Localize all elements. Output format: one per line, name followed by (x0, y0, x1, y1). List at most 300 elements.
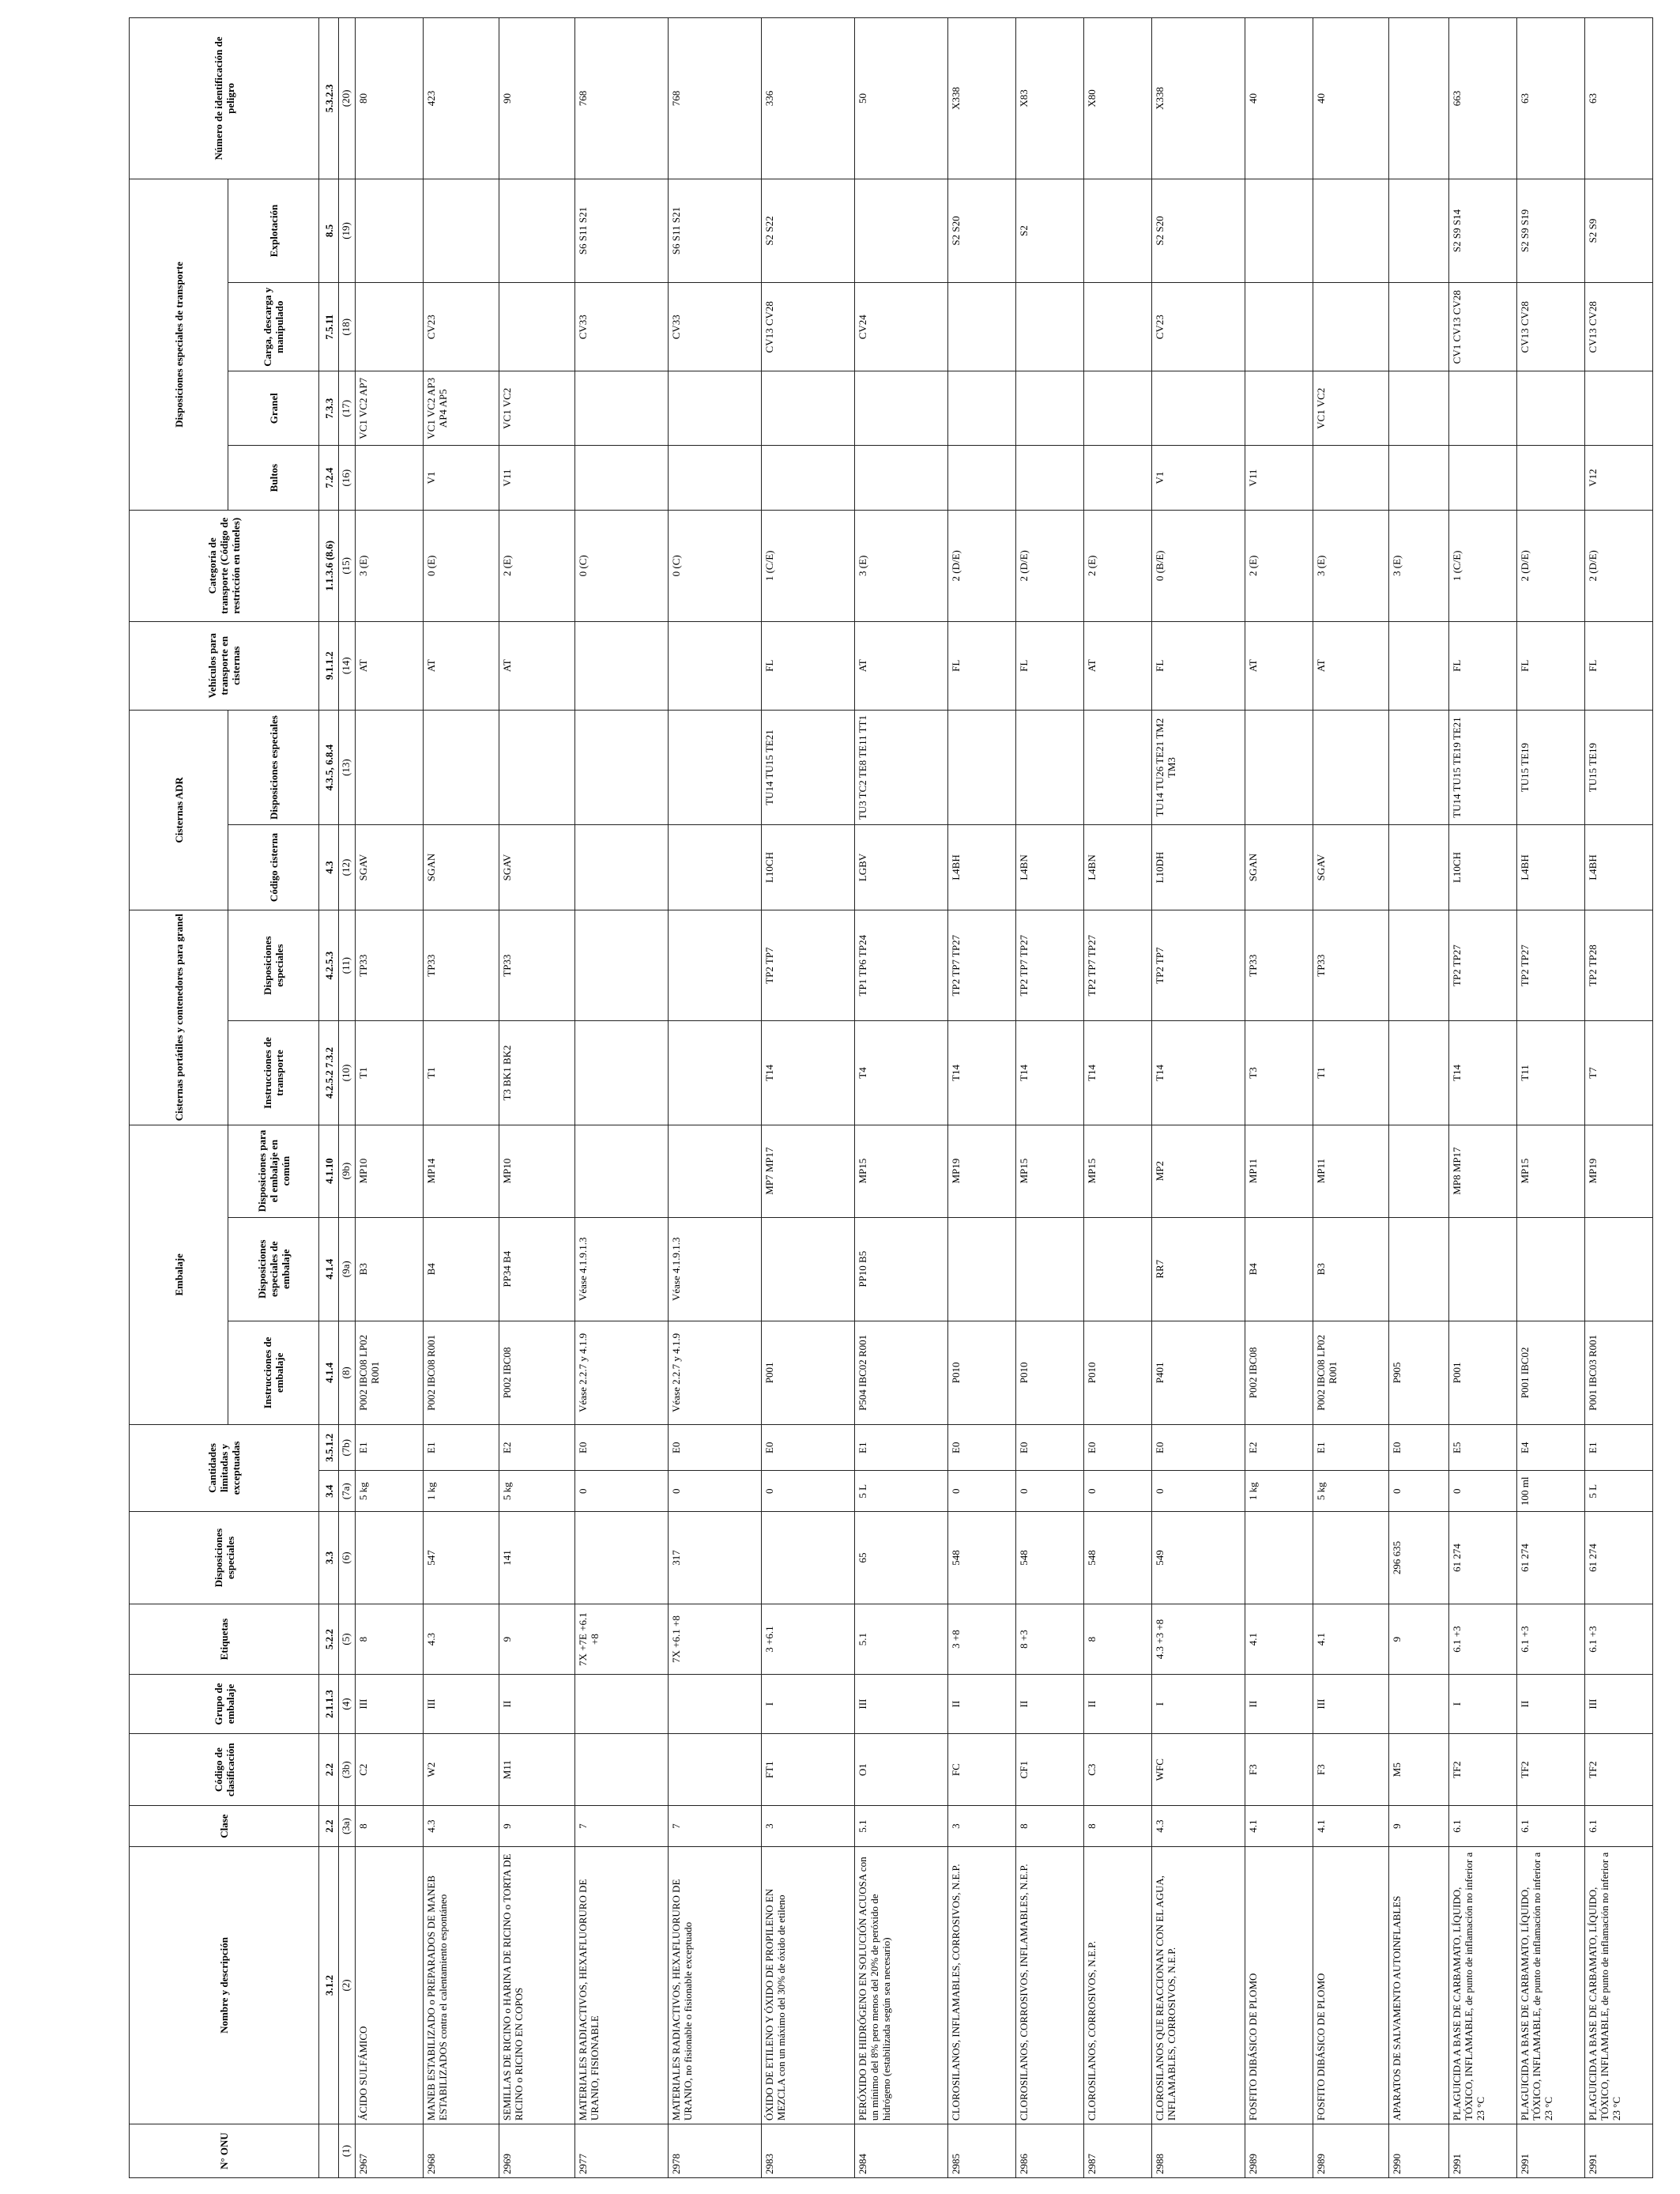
un-number: 2968 (424, 2124, 499, 2178)
bulk-provision (1449, 371, 1517, 446)
tank-code (669, 825, 762, 910)
packing-instructions: P905 (1389, 1321, 1449, 1424)
packing-instructions: P010 (1016, 1321, 1084, 1424)
classification-code (575, 1733, 669, 1805)
labels: 8 (356, 1604, 424, 1675)
bulk-provision: VC1 VC2 (1313, 371, 1389, 446)
limited-quantity: 1 kg (1245, 1471, 1313, 1512)
labels: 8 (1084, 1604, 1152, 1675)
name-description: SEMILLAS DE RICINO o HARINA DE RICINO o TORTA DE RICINO o RICINO EN COPOS (499, 1846, 575, 2124)
portable-tank-instructions: T14 (762, 1021, 855, 1125)
bulk-provision (948, 371, 1016, 446)
ref-cell: 3.4 (319, 1471, 339, 1512)
portable-tank-instructions: T14 (1016, 1021, 1084, 1125)
col-num: (4) (339, 1675, 356, 1734)
hazard-id-number: 423 (424, 18, 499, 179)
table-row (948, 18, 1016, 2178)
limited-quantity: 5 kg (1313, 1471, 1389, 1512)
packages-provision (1084, 446, 1152, 511)
col-num: (3a) (339, 1806, 356, 1847)
excepted-quantity: E2 (499, 1424, 575, 1471)
tank-special-provisions (1313, 710, 1389, 824)
ref-cell: 1.1.3.6 (8.6) (319, 511, 339, 622)
labels: 3 +8 (948, 1604, 1016, 1675)
special-packing-provisions (1016, 1217, 1084, 1321)
ref-cell: 3.3 (319, 1511, 339, 1604)
class: 3 (762, 1806, 855, 1847)
special-provisions: 296 635 (1389, 1511, 1449, 1604)
tank-special-provisions: TU14 TU15 TE19 TE21 (1449, 710, 1517, 824)
packing-group: I (762, 1675, 855, 1734)
portable-tank-special: TP2 TP28 (1585, 910, 1653, 1021)
tank-special-provisions (1016, 710, 1084, 824)
portable-tank-instructions (669, 1021, 762, 1125)
mixed-packing-provisions (669, 1125, 762, 1217)
operation-provision (499, 179, 575, 282)
portable-tank-special: TP2 TP7 TP27 (948, 910, 1016, 1021)
hazard-id-number: 80 (356, 18, 424, 179)
mixed-packing-provisions (1389, 1125, 1449, 1217)
packing-instructions: P010 (1084, 1321, 1152, 1424)
name-description: PLAGUICIDA A BASE DE CARBAMATO, LÍQUIDO, TÓXICO, INFLAMABLE, de punto de inflamación no inferior a 23 °C (1449, 1846, 1517, 2124)
mixed-packing-provisions: MP11 (1313, 1125, 1389, 1217)
packing-instructions: P002 IBC08 LP02 R001 (356, 1321, 424, 1424)
labels: 6.1 +3 (1517, 1604, 1585, 1675)
tank-vehicle (1389, 621, 1449, 710)
tank-special-provisions (948, 710, 1016, 824)
portable-tank-instructions: T1 (356, 1021, 424, 1125)
table-row (356, 18, 424, 2178)
operation-provision: S2 (1016, 179, 1084, 282)
labels: 4.1 (1245, 1604, 1313, 1675)
tank-vehicle: AT (855, 621, 948, 710)
col-num: (5) (339, 1604, 356, 1675)
excepted-quantity: E0 (1084, 1424, 1152, 1471)
mixed-packing-provisions: MP11 (1245, 1125, 1313, 1217)
special-packing-provisions: B4 (1245, 1217, 1313, 1321)
un-number: 2989 (1245, 2124, 1313, 2178)
limited-quantity: 100 ml (1517, 1471, 1585, 1512)
packing-instructions: P001 (1449, 1321, 1517, 1424)
ref-cell: 5.3.2.3 (319, 18, 339, 179)
table-row (1245, 18, 1313, 2178)
class: 9 (499, 1806, 575, 1847)
packages-provision (1517, 446, 1585, 511)
portable-tank-instructions (1389, 1021, 1449, 1125)
portable-tank-special (575, 910, 669, 1021)
un-number: 2977 (575, 2124, 669, 2178)
ref-cell: 5.2.2 (319, 1604, 339, 1675)
mixed-packing-provisions: MP8 MP17 (1449, 1125, 1517, 1217)
tank-special-provisions (1084, 710, 1152, 824)
excepted-quantity: E1 (1585, 1424, 1653, 1471)
hazard-id-number: 768 (669, 18, 762, 179)
ref-cell: 7.2.4 (319, 446, 339, 511)
transport-category: 1 (C/E) (762, 511, 855, 622)
special-provisions: 141 (499, 1511, 575, 1604)
transport-category: 1 (C/E) (1449, 511, 1517, 622)
packing-instructions: P002 IBC08 (499, 1321, 575, 1424)
packing-group (575, 1675, 669, 1734)
excepted-quantity: E0 (1389, 1424, 1449, 1471)
transport-category: 2 (D/E) (1016, 511, 1084, 622)
header-special-transport: Disposiciones especiales de transporte (130, 179, 228, 510)
tank-code: SGAN (424, 825, 499, 910)
name-description: FOSFITO DIBÁSICO DE PLOMO (1313, 1846, 1389, 2124)
bulk-provision (669, 371, 762, 446)
excepted-quantity: E2 (1245, 1424, 1313, 1471)
ref-cell: 2.2 (319, 1806, 339, 1847)
tank-vehicle (669, 621, 762, 710)
packages-provision: V12 (1585, 446, 1653, 511)
transport-category: 3 (E) (1313, 511, 1389, 622)
transport-category: 2 (D/E) (1585, 511, 1653, 622)
ref-cell: 4.1.4 (319, 1321, 339, 1424)
special-packing-provisions (1449, 1217, 1517, 1321)
un-number: 2990 (1389, 2124, 1449, 2178)
classification-code: M5 (1389, 1733, 1449, 1805)
portable-tank-special: TP2 TP7 TP27 (1084, 910, 1152, 1021)
packing-group: II (499, 1675, 575, 1734)
classification-code: TF2 (1517, 1733, 1585, 1805)
class: 4.1 (1313, 1806, 1389, 1847)
un-number: 2991 (1585, 2124, 1653, 2178)
un-number: 2984 (855, 2124, 948, 2178)
limited-quantity: 0 (1152, 1471, 1245, 1512)
bulk-provision: VC1 VC2 AP3 AP4 AP5 (424, 371, 499, 446)
name-description: MATERIALES RADIACTIVOS, HEXAFLUORURO DE URANIO, no fisionable o fisionable exceptuado (669, 1846, 762, 2124)
classification-code: F3 (1313, 1733, 1389, 1805)
hazard-id-number: 40 (1245, 18, 1313, 179)
special-packing-provisions: B3 (356, 1217, 424, 1321)
name-description: PERÓXIDO DE HIDRÓGENO EN SOLUCIÓN ACUOSA con un mínimo del 8% pero menos del 20% de peróxido de hidrógeno (estabilizada según sea necesario) (855, 1846, 948, 2124)
col-num: (12) (339, 825, 356, 910)
portable-tank-special: TP33 (1245, 910, 1313, 1021)
col-num: (13) (339, 710, 356, 824)
tank-vehicle: AT (499, 621, 575, 710)
transport-category: 0 (C) (669, 511, 762, 622)
col-num: (18) (339, 283, 356, 371)
name-description: APARATOS DE SALVAMENTO AUTOINFLABLES (1389, 1846, 1449, 2124)
class: 5.1 (855, 1806, 948, 1847)
header-limited-quantities: Cantidades limitadas y exceptuadas (130, 1424, 319, 1511)
col-num: (8) (339, 1321, 356, 1424)
special-packing-provisions: RR7 (1152, 1217, 1245, 1321)
packages-provision: V1 (1152, 446, 1245, 511)
transport-category: 2 (E) (1084, 511, 1152, 622)
portable-tank-special: TP2 TP7 (762, 910, 855, 1021)
col-num: (11) (339, 910, 356, 1021)
limited-quantity: 0 (762, 1471, 855, 1512)
tank-code: L10CH (762, 825, 855, 910)
bulk-provision (1389, 371, 1449, 446)
tank-vehicle: AT (1313, 621, 1389, 710)
tank-code: L10CH (1449, 825, 1517, 910)
un-number: 2985 (948, 2124, 1016, 2178)
loading-provision: CV13 CV28 (1585, 283, 1653, 371)
header-packaging: Embalaje (130, 1125, 228, 1424)
column-number-row (339, 18, 356, 2178)
packing-instructions: P001 (762, 1321, 855, 1424)
header-packages: Bultos (228, 446, 319, 511)
special-packing-provisions (1084, 1217, 1152, 1321)
tank-code: LGBV (855, 825, 948, 910)
portable-tank-instructions: T11 (1517, 1021, 1585, 1125)
special-packing-provisions: PP34 B4 (499, 1217, 575, 1321)
transport-category: 0 (B/E) (1152, 511, 1245, 622)
hazard-id-number: 50 (855, 18, 948, 179)
tank-vehicle: AT (1084, 621, 1152, 710)
excepted-quantity: E1 (424, 1424, 499, 1471)
name-description: CLOROSILANOS, CORROSIVOS, INFLAMABLES, N.E.P. (1016, 1846, 1084, 2124)
un-number: 2983 (762, 2124, 855, 2178)
tank-special-provisions: TU14 TU15 TE21 (762, 710, 855, 824)
classification-code: TF2 (1585, 1733, 1653, 1805)
special-provisions: 548 (1016, 1511, 1084, 1604)
limited-quantity: 5 kg (499, 1471, 575, 1512)
class: 9 (1389, 1806, 1449, 1847)
portable-tank-special: TP2 TP7 (1152, 910, 1245, 1021)
ref-cell: 4.1.10 (319, 1125, 339, 1217)
col-num: (6) (339, 1511, 356, 1604)
name-description: MANEB ESTABILIZADO o PREPARADOS DE MANEB ESTABILIZADOS contra el calentamiento espontáneo (424, 1846, 499, 2124)
packing-group: III (855, 1675, 948, 1734)
bulk-provision (1084, 371, 1152, 446)
loading-provision (1245, 283, 1313, 371)
mixed-packing-provisions: MP2 (1152, 1125, 1245, 1217)
tank-vehicle: FL (762, 621, 855, 710)
header-tank-code: Código cisterna (228, 825, 319, 910)
transport-category: 2 (E) (499, 511, 575, 622)
transport-category: 3 (E) (1389, 511, 1449, 622)
bulk-provision (1152, 371, 1245, 446)
table-row (1313, 18, 1389, 2178)
tank-vehicle: FL (1449, 621, 1517, 710)
mixed-packing-provisions (575, 1125, 669, 1217)
hazard-id-number: X80 (1084, 18, 1152, 179)
header-packing-instructions: Instrucciones de embalaje (228, 1321, 319, 1424)
tank-special-provisions: TU14 TU26 TE21 TM2 TM3 (1152, 710, 1245, 824)
mixed-packing-provisions: MP14 (424, 1125, 499, 1217)
limited-quantity: 5 kg (356, 1471, 424, 1512)
ref-cell: 4.3 (319, 825, 339, 910)
header-class: Clase (130, 1806, 319, 1847)
packages-provision (575, 446, 669, 511)
bulk-provision: VC1 VC2 (499, 371, 575, 446)
header-packing-group: Grupo de embalaje (130, 1675, 319, 1734)
col-num: (20) (339, 18, 356, 179)
hazard-id-number: 63 (1585, 18, 1653, 179)
excepted-quantity: E4 (1517, 1424, 1585, 1471)
table-row (1084, 18, 1152, 2178)
un-number: 2991 (1449, 2124, 1517, 2178)
portable-tank-instructions: T14 (1152, 1021, 1245, 1125)
transport-category: 0 (E) (424, 511, 499, 622)
hazard-id-number (1389, 18, 1449, 179)
hazard-id-number: 663 (1449, 18, 1517, 179)
col-num: (1) (339, 2124, 356, 2178)
tank-code: L10DH (1152, 825, 1245, 910)
tank-vehicle: AT (1245, 621, 1313, 710)
labels: 8 +3 (1016, 1604, 1084, 1675)
loading-provision: CV1 CV13 CV28 (1449, 283, 1517, 371)
packing-group: III (424, 1675, 499, 1734)
operation-provision: S2 S20 (1152, 179, 1245, 282)
tank-code: SGAN (1245, 825, 1313, 910)
col-num: (2) (339, 1846, 356, 2124)
loading-provision (356, 283, 424, 371)
packing-group: III (1313, 1675, 1389, 1734)
tank-vehicle: FL (1585, 621, 1653, 710)
ref-cell: 4.3.5, 6.8.4 (319, 710, 339, 824)
special-provisions (762, 1511, 855, 1604)
mixed-packing-provisions: MP10 (356, 1125, 424, 1217)
portable-tank-instructions: T3 (1245, 1021, 1313, 1125)
ref-cell: 8.5 (319, 179, 339, 282)
limited-quantity: 1 kg (424, 1471, 499, 1512)
labels: 3 +6.1 (762, 1604, 855, 1675)
hazard-id-number: 63 (1517, 18, 1585, 179)
excepted-quantity: E0 (575, 1424, 669, 1471)
bulk-provision (1517, 371, 1585, 446)
special-provisions: 65 (855, 1511, 948, 1604)
un-number: 2989 (1313, 2124, 1389, 2178)
class: 7 (575, 1806, 669, 1847)
tank-code: SGAV (1313, 825, 1389, 910)
labels: 6.1 +3 (1449, 1604, 1517, 1675)
packing-group (669, 1675, 762, 1734)
header-tank-special: Disposiciones especiales (228, 710, 319, 824)
class: 8 (1084, 1806, 1152, 1847)
loading-provision: CV33 (669, 283, 762, 371)
excepted-quantity: E1 (855, 1424, 948, 1471)
tank-special-provisions: TU3 TC2 TE8 TE11 TT1 (855, 710, 948, 824)
packages-provision (356, 446, 424, 511)
tank-vehicle: FL (1517, 621, 1585, 710)
transport-category: 3 (E) (356, 511, 424, 622)
loading-provision: CV23 (1152, 283, 1245, 371)
special-provisions (575, 1511, 669, 1604)
excepted-quantity: E0 (669, 1424, 762, 1471)
limited-quantity: 0 (575, 1471, 669, 1512)
tank-code: L4BN (1084, 825, 1152, 910)
tank-code (575, 825, 669, 910)
special-provisions (1245, 1511, 1313, 1604)
excepted-quantity: E0 (1016, 1424, 1084, 1471)
loading-provision (1016, 283, 1084, 371)
bulk-provision (1245, 371, 1313, 446)
bulk-provision (1016, 371, 1084, 446)
header-hazard-id: Número de identificación de peligro (130, 18, 319, 179)
class: 6.1 (1585, 1806, 1653, 1847)
loading-provision (1313, 283, 1389, 371)
labels: 7X +6.1 +8 (669, 1604, 762, 1675)
labels: 9 (1389, 1604, 1449, 1675)
packing-group (1389, 1675, 1449, 1734)
loading-provision (948, 283, 1016, 371)
table-row (499, 18, 575, 2178)
transport-category: 2 (D/E) (948, 511, 1016, 622)
special-provisions: 61 274 (1517, 1511, 1585, 1604)
excepted-quantity: E0 (762, 1424, 855, 1471)
tank-special-provisions (669, 710, 762, 824)
class: 3 (948, 1806, 1016, 1847)
special-provisions (356, 1511, 424, 1604)
classification-code: M11 (499, 1733, 575, 1805)
header-name: Nombre y descripción (130, 1846, 319, 2124)
header-bulk: Granel (228, 371, 319, 446)
tank-vehicle: AT (424, 621, 499, 710)
loading-provision (499, 283, 575, 371)
table-row (1389, 18, 1449, 2178)
mixed-packing-provisions: MP10 (499, 1125, 575, 1217)
operation-provision: S2 S9 (1585, 179, 1653, 282)
packing-instructions: P401 (1152, 1321, 1245, 1424)
name-description: CLOROSILANOS, CORROSIVOS, N.E.P. (1084, 1846, 1152, 2124)
mixed-packing-provisions: MP19 (1585, 1125, 1653, 1217)
hazard-id-number: X338 (1152, 18, 1245, 179)
packages-provision (762, 446, 855, 511)
classification-code: F3 (1245, 1733, 1313, 1805)
header-transport-category: Categoría de transporte (Código de restricción en túneles) (130, 511, 319, 622)
packing-instructions: P002 IBC08 (1245, 1321, 1313, 1424)
tank-special-provisions (575, 710, 669, 824)
hazard-id-number: 90 (499, 18, 575, 179)
special-provisions: 61 274 (1449, 1511, 1517, 1604)
packing-group: II (1016, 1675, 1084, 1734)
portable-tank-instructions: T1 (1313, 1021, 1389, 1125)
header-operation: Explotación (228, 179, 319, 282)
portable-tank-instructions: T4 (855, 1021, 948, 1125)
operation-provision (424, 179, 499, 282)
labels: 9 (499, 1604, 575, 1675)
transport-category: 0 (C) (575, 511, 669, 622)
header-loading: Carga, descarga y manipulado (228, 283, 319, 371)
tank-special-provisions (356, 710, 424, 824)
hazard-id-number: X83 (1016, 18, 1084, 179)
tank-vehicle: FL (948, 621, 1016, 710)
portable-tank-special (669, 910, 762, 1021)
labels: 4.1 (1313, 1604, 1389, 1675)
special-provisions: 548 (948, 1511, 1016, 1604)
un-number: 2988 (1152, 2124, 1245, 2178)
table-row (1585, 18, 1653, 2178)
table-row (1152, 18, 1245, 2178)
classification-code (669, 1733, 762, 1805)
header-vehicle: Vehículos para transporte en cisternas (130, 621, 319, 710)
header-special-provisions: Disposiciones especiales (130, 1511, 319, 1604)
mixed-packing-provisions: MP7 MP17 (762, 1125, 855, 1217)
portable-tank-special: TP33 (424, 910, 499, 1021)
classification-code: FC (948, 1733, 1016, 1805)
tank-code: SGAV (356, 825, 424, 910)
classification-code: TF2 (1449, 1733, 1517, 1805)
portable-tank-special: TP2 TP7 TP27 (1016, 910, 1084, 1021)
loading-provision: CV13 CV28 (762, 283, 855, 371)
operation-provision (1245, 179, 1313, 282)
tank-special-provisions (1389, 710, 1449, 824)
ref-cell: 9.1.1.2 (319, 621, 339, 710)
classification-code: FT1 (762, 1733, 855, 1805)
bulk-provision: VC1 VC2 AP7 (356, 371, 424, 446)
table-body (356, 18, 1653, 2178)
tank-vehicle: FL (1152, 621, 1245, 710)
packing-instructions: P002 IBC08 R001 (424, 1321, 499, 1424)
header-portable-tanks: Cisternas portátiles y contenedores para granel (130, 910, 228, 1125)
loading-provision: CV24 (855, 283, 948, 371)
ref-cell: 4.1.4 (319, 1217, 339, 1321)
transport-category: 2 (D/E) (1517, 511, 1585, 622)
